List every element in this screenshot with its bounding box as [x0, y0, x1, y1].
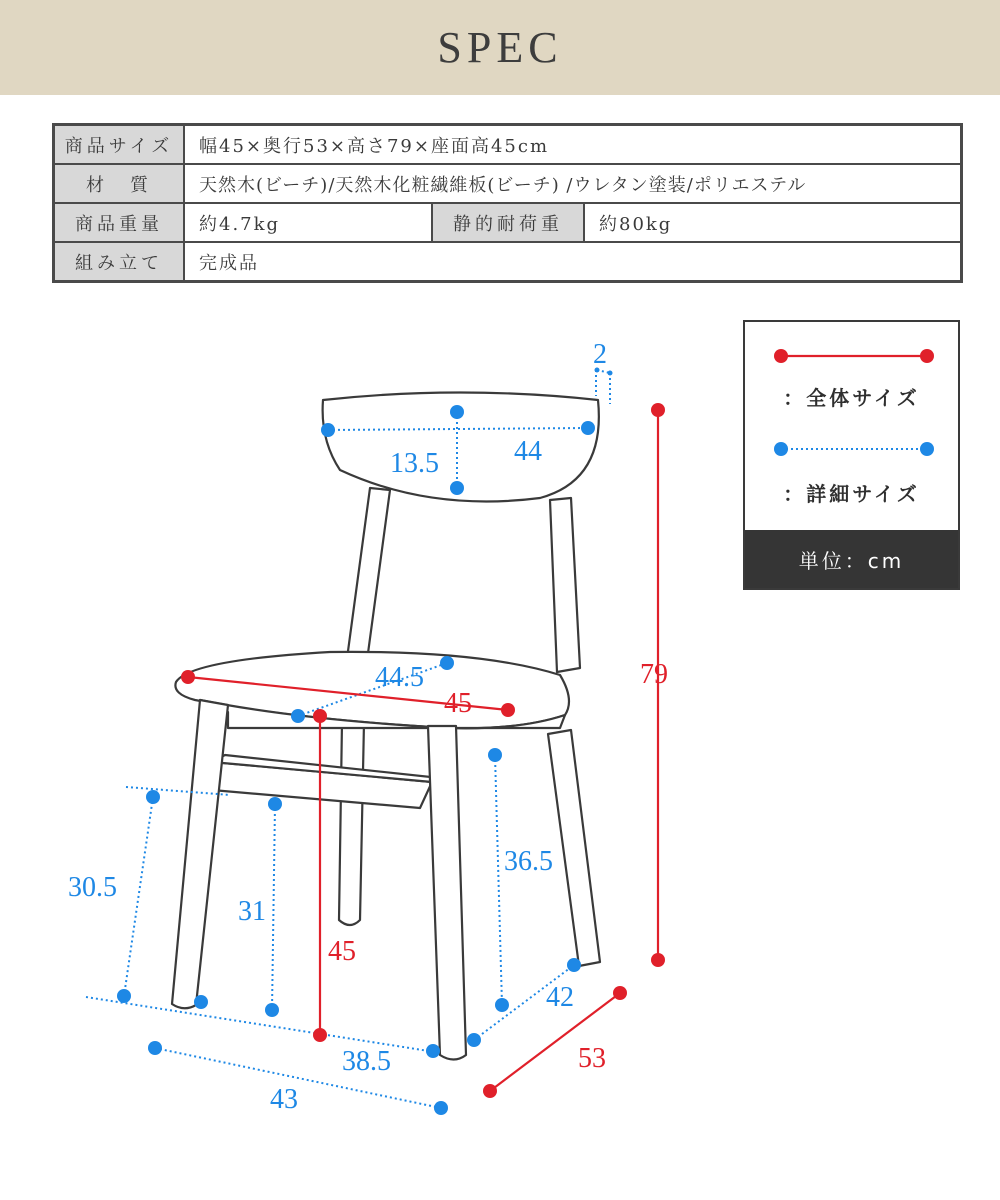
back-post-right: [550, 498, 580, 672]
dim-back-width: 44: [514, 436, 542, 467]
dim-bottom-width: 43: [270, 1084, 298, 1115]
legend-detail-label: ：詳細サイズ: [783, 482, 920, 506]
dim-stretcher-height: 31: [238, 896, 266, 927]
back-post-left: [346, 488, 390, 668]
front-leg-left: [172, 700, 228, 1008]
legend-detail-dot-left: [774, 442, 788, 456]
dim-front-leg-height: 30.5: [68, 872, 117, 903]
legend-detail-dot-right: [920, 442, 934, 456]
dim-back-thickness: 2: [593, 339, 607, 370]
legend-overall-dot-left: [774, 349, 788, 363]
page-title: SPEC: [437, 23, 563, 72]
dim-leg-span-width: 38.5: [342, 1046, 391, 1077]
dim-seat-inner-width: 44.5: [375, 662, 424, 693]
chair-drawing: [172, 393, 600, 1060]
legend-overall-label: ：全体サイズ: [783, 386, 920, 410]
legend-unit-label: 単位：cm: [745, 530, 958, 588]
size-label: 商品サイズ: [54, 125, 185, 165]
weight-label: 商品重量: [54, 203, 185, 242]
dim-inner-depth: 42: [546, 982, 574, 1013]
dim-overall-height: 79: [640, 659, 668, 690]
dim-back-height: 13.5: [390, 448, 439, 479]
dim-overall-width: 45: [444, 688, 472, 719]
dim-seat-height: 45: [328, 936, 356, 967]
legend-box: [743, 320, 960, 590]
material-label: 材 質: [54, 164, 185, 203]
front-leg-right: [428, 726, 466, 1060]
legend-overall-dot-right: [920, 349, 934, 363]
overall-lines: [188, 410, 658, 1091]
assembly-value: 完成品: [184, 242, 962, 282]
load-value: 約80kg: [584, 203, 962, 242]
size-value: 幅45×奥行53×高さ79×座面高45cm: [184, 125, 962, 165]
overall-dots: [181, 403, 665, 1098]
weight-value: 約4.7kg: [184, 203, 432, 242]
load-label: 静的耐荷重: [432, 203, 584, 242]
rear-leg-left: [339, 722, 364, 925]
assembly-label: 組み立て: [54, 242, 185, 282]
dim-overall-depth: 53: [578, 1043, 606, 1074]
material-value: 天然木(ビーチ)/天然木化粧繊維板(ビーチ) /ウレタン塗装/ポリエステル: [184, 164, 962, 203]
dim-side-leg-height: 36.5: [504, 846, 553, 877]
rear-leg-right: [548, 730, 600, 966]
